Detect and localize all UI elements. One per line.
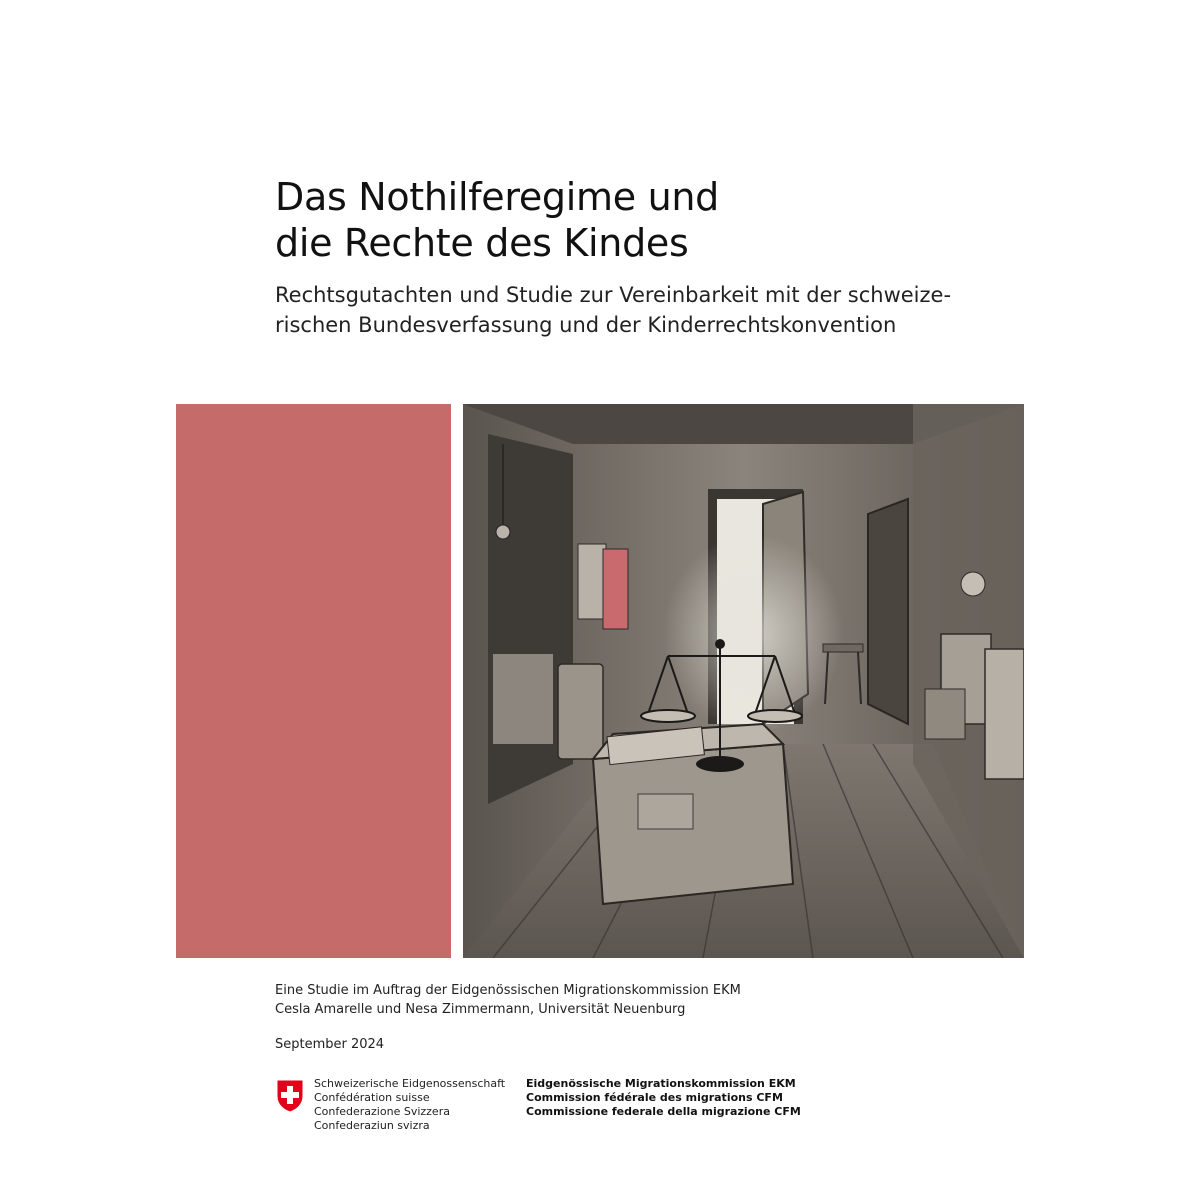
title-line-2: die Rechte des Kindes	[275, 221, 689, 265]
confederation-name-de: Schweizerische Eidgenossenschaft	[314, 1077, 506, 1090]
document-title	[275, 174, 975, 266]
commission-credit-line: Eine Studie im Auftrag der Eidgenössischen Migrationskommission EKM	[275, 983, 741, 998]
swiss-coat-of-arms-icon	[275, 1078, 305, 1114]
room-with-scales-illustration	[463, 404, 1024, 958]
study-credits	[275, 981, 975, 1019]
confederation-name-fr: Confédération suisse	[314, 1091, 430, 1104]
confederation-name-rm: Confederaziun svizra	[314, 1119, 430, 1132]
commission-name-fr: Commission fédérale des migrations CFM	[526, 1091, 783, 1104]
subtitle-line-1: Rechtsgutachten und Studie zur Vereinbarkeit mit der schweize-	[275, 283, 952, 307]
commission-name-it: Commissione federale della migrazione CFM	[526, 1105, 801, 1118]
cover-illustration	[463, 404, 1024, 958]
document-subtitle	[275, 280, 995, 340]
accent-color-block	[176, 404, 451, 958]
title-line-1: Das Nothilferegime und	[275, 175, 719, 219]
publication-date: September 2024	[275, 1037, 385, 1052]
subtitle-line-2: rischen Bundesverfassung und der Kinderrechtskonvention	[275, 313, 897, 337]
commission-name-de: Eidgenössische Migrationskommission EKM	[526, 1077, 796, 1090]
commission-names	[526, 1077, 801, 1119]
confederation-name-it: Confederazione Svizzera	[314, 1105, 450, 1118]
confederation-names	[314, 1077, 505, 1133]
authors-line: Cesla Amarelle und Nesa Zimmermann, Universität Neuenburg	[275, 1002, 686, 1017]
